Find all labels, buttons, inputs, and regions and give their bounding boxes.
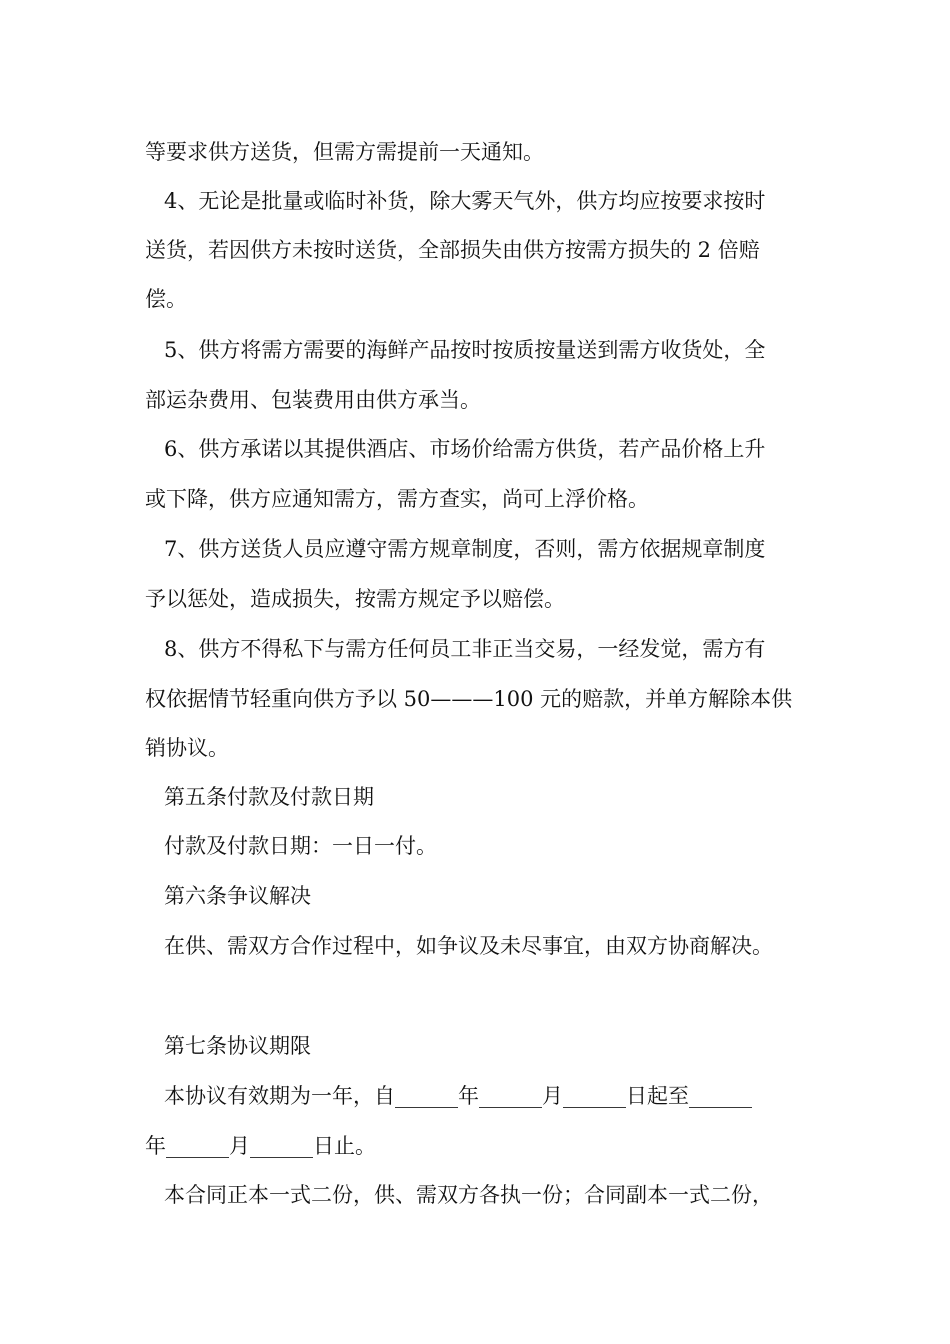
paragraph-line: 本协议有效期为一年，自______年______月______日起至______ — [164, 1084, 752, 1108]
section-heading: 第五条付款及付款日期 — [164, 785, 374, 809]
paragraph-line: 销协议。 — [145, 736, 229, 760]
paragraph-line: 权依据情节轻重向供方予以 50———100 元的赔款，并单方解除本供 — [145, 687, 793, 711]
section-heading: 第七条协议期限 — [164, 1034, 311, 1058]
paragraph-line: 送货，若因供方未按时送货，全部损失由供方按需方损失的 2 倍赔 — [145, 238, 760, 262]
paragraph-line: 8、供方不得私下与需方任何员工非正当交易，一经发觉，需方有 — [164, 637, 766, 661]
paragraph-line: 年______月______日止。 — [145, 1134, 376, 1158]
paragraph-line: 在供、需双方合作过程中，如争议及未尽事宜，由双方协商解决。 — [164, 934, 773, 958]
paragraph-line: 付款及付款日期：一日一付。 — [164, 834, 437, 858]
paragraph-line: 予以惩处，造成损失，按需方规定予以赔偿。 — [145, 587, 565, 611]
paragraph-line: 或下降，供方应通知需方，需方查实，尚可上浮价格。 — [145, 487, 649, 511]
paragraph-line: 偿。 — [145, 287, 187, 311]
paragraph-line: 部运杂费用、包装费用由供方承当。 — [145, 388, 481, 412]
paragraph-line: 4、无论是批量或临时补货，除大雾天气外，供方均应按要求按时 — [164, 189, 766, 213]
paragraph-line: 5、供方将需方需要的海鲜产品按时按质按量送到需方收货处，全 — [164, 338, 766, 362]
section-heading: 第六条争议解决 — [164, 884, 311, 908]
paragraph-line: 7、供方送货人员应遵守需方规章制度，否则，需方依据规章制度 — [164, 537, 766, 561]
paragraph-line: 本合同正本一式二份，供、需双方各执一份；合同副本一式二份， — [164, 1183, 773, 1207]
paragraph-line: 等要求供方送货，但需方需提前一天通知。 — [145, 140, 544, 164]
paragraph-line: 6、供方承诺以其提供酒店、市场价给需方供货，若产品价格上升 — [164, 437, 766, 461]
